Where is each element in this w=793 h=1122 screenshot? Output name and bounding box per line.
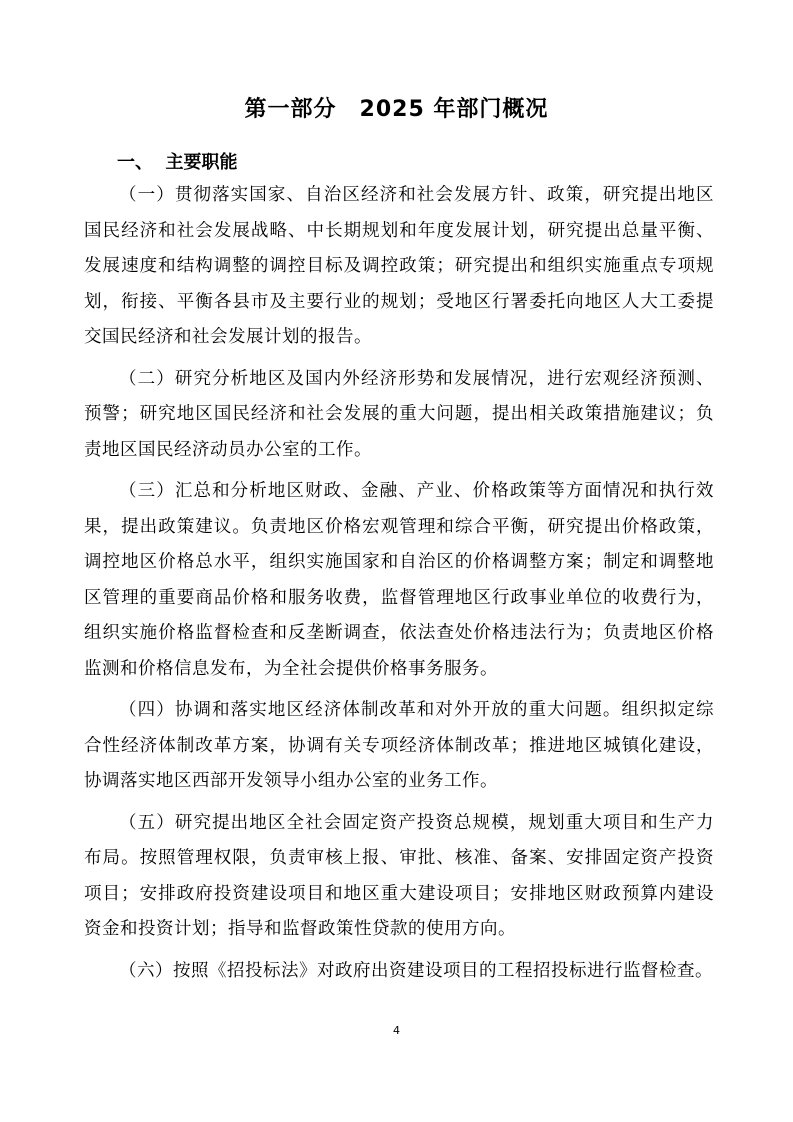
paragraph-line: （三）汇总和分析地区财政、金融、产业、价格政策等方面情况和执行效 bbox=[119, 481, 714, 501]
paragraph-line: （四）协调和落实地区经济体制改革和对外开放的重大问题。组织拟定综 bbox=[119, 700, 714, 720]
paragraph-5 bbox=[84, 806, 714, 948]
page-number: 4 bbox=[393, 1024, 400, 1037]
paragraph-line: （六）按照《招投标法》对政府出资建设项目的工程招投标进行监督检查。 bbox=[119, 960, 713, 981]
paragraph-line: （二）研究分析地区及国内外经济形势和发展情况，进行宏观经济预测、 bbox=[119, 368, 714, 389]
paragraph-line: 国民经济和社会发展战略、中长期规划和年度发展计划，研究提出总量平衡、 bbox=[84, 220, 714, 241]
paragraph-line: 交国民经济和社会发展计划的报告。 bbox=[84, 327, 372, 347]
paragraph-line: 划，衔接、平衡各县市及主要行业的规划；受地区行署委托向地区人大工委提 bbox=[84, 291, 714, 312]
section-heading-main-functions: 一、 主要职能 bbox=[117, 152, 238, 173]
paragraph-line: （一）贯彻落实国家、自治区经济和社会发展方针、政策，研究提出地区 bbox=[119, 185, 714, 205]
paragraph-line: 预警；研究地区国民经济和社会发展的重大问题，提出相关政策措施建议；负 bbox=[84, 404, 714, 424]
paragraph-6 bbox=[84, 954, 714, 990]
paragraph-line: 布局。按照管理权限，负责审核上报、审批、核准、备案、安排固定资产投资 bbox=[84, 848, 714, 868]
paragraph-line: 发展速度和结构调整的调控目标及调控政策；研究提出和组织实施重点专项规 bbox=[84, 256, 714, 276]
paragraph-line: 调控地区价格总水平，组织实施国家和自治区的价格调整方案；制定和调整地 bbox=[84, 552, 714, 572]
paragraph-1 bbox=[84, 178, 714, 356]
paragraph-line: 资金和投资计划；指导和监督政策性贷款的使用方向。 bbox=[84, 919, 516, 939]
paragraph-3 bbox=[84, 474, 714, 687]
paragraph-line: （五）研究提出地区全社会固定资产投资总规模，规划重大项目和生产力 bbox=[119, 812, 714, 833]
document-title: 第一部分 2025 年部门概况 bbox=[244, 97, 549, 122]
paragraph-line: 项目；安排政府投资建设项目和地区重大建设项目；安排地区财政预算内建设 bbox=[84, 883, 714, 904]
paragraph-line: 协调落实地区西部开发领导小组办公室的业务工作。 bbox=[84, 771, 498, 791]
body-text bbox=[84, 178, 714, 995]
paragraph-line: 果，提出政策建议。负责地区价格宏观管理和综合平衡，研究提出价格政策， bbox=[84, 516, 714, 537]
paragraph-4 bbox=[84, 693, 714, 800]
paragraph-line: 监测和价格信息发布，为全社会提供价格事务服务。 bbox=[84, 658, 498, 679]
paragraph-line: 区管理的重要商品价格和服务收费，监督管理地区行政事业单位的收费行为， bbox=[84, 587, 714, 608]
paragraph-2 bbox=[84, 362, 714, 469]
paragraph-line: 责地区国民经济动员办公室的工作。 bbox=[84, 439, 372, 460]
paragraph-line: 合性经济体制改革方案，协调有关专项经济体制改革；推进地区城镇化建设， bbox=[84, 735, 714, 756]
paragraph-line: 组织实施价格监督检查和反垄断调查，依法查处价格违法行为；负责地区价格 bbox=[84, 623, 714, 643]
